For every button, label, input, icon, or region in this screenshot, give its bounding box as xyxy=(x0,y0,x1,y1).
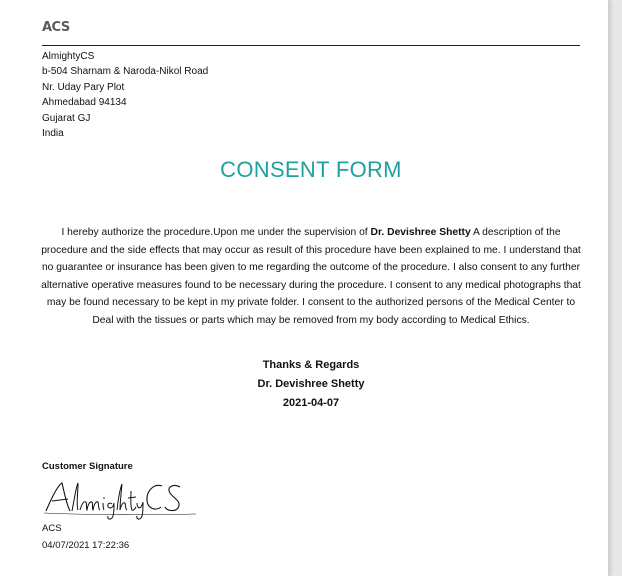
customer-signature-label: Customer Signature xyxy=(42,461,133,472)
signer-name: ACS xyxy=(42,523,62,534)
closing-signatory: Dr. Devishree Shetty xyxy=(257,378,365,390)
consent-text-intro: I hereby authorize the procedure.Upon me under the supervision of xyxy=(61,227,371,238)
address-line-city: Ahmedabad 94134 xyxy=(42,97,127,109)
address-line-street: b-504 Sharnam & Naroda-Nikol Road xyxy=(42,66,209,78)
header-divider xyxy=(42,45,580,46)
logo-text: ACS xyxy=(42,20,70,35)
signature-timestamp: 04/07/2021 17:22:36 xyxy=(42,540,130,551)
consent-body xyxy=(40,224,582,329)
consent-text-rest: A description of the procedure and the side effects that may occur as result of this procedure have been explained to me. I understand that no guarantee or insurance has been given to me regarding the outcome of the procedure. I also consent to any further alternative operative measures found to be necessary during the procedure. I consent to any medical photographs that may be found necessary to be kept in my private folder. I consent to the authorized persons of the Medical Center to Deal with the tissues or parts which may be removed from my body according to Medical Ethics. xyxy=(41,227,581,326)
closing-thanks: Thanks & Regards xyxy=(262,359,360,371)
address-line-country: India xyxy=(42,128,64,140)
closing-date: 2021-04-07 xyxy=(282,397,340,409)
closing-block xyxy=(0,356,622,413)
address-line-company: AlmightyCS xyxy=(42,51,95,62)
form-title: CONSENT FORM xyxy=(220,157,402,182)
address-line-landmark: Nr. Uday Pary Plot xyxy=(42,81,125,93)
company-logo xyxy=(42,21,70,34)
address-line-state: Gujarat GJ xyxy=(42,112,91,124)
company-address xyxy=(42,49,208,141)
supervising-doctor: Dr. Devishree Shetty xyxy=(370,227,471,238)
customer-signature-image xyxy=(40,477,200,521)
